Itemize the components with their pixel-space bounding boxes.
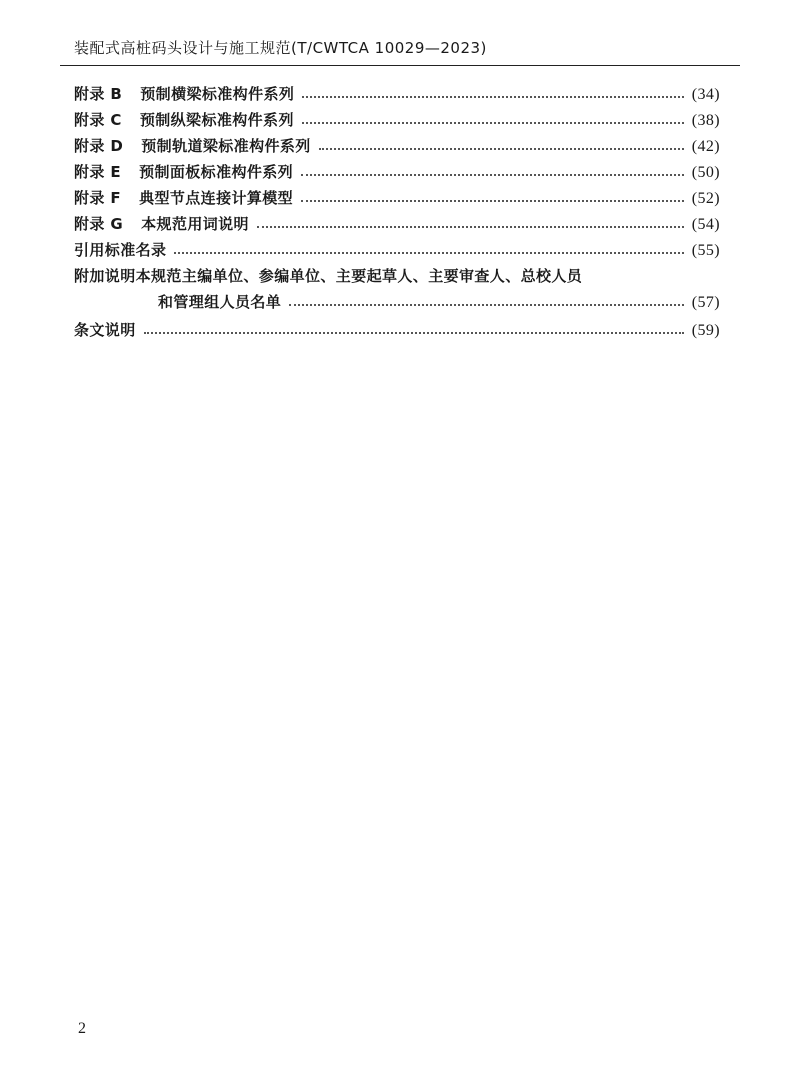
toc-leader-dots <box>174 252 683 254</box>
toc-entry-referenced-standards[interactable] <box>74 238 720 262</box>
toc-entry-additional-notes-continuation[interactable] <box>158 290 720 314</box>
toc-entry-page: (54) <box>691 216 720 233</box>
toc-entry-clause-explanation[interactable] <box>74 318 720 342</box>
toc-entry-prefix: 附录 C <box>74 111 122 129</box>
toc-entry-appendix-b[interactable] <box>74 82 720 106</box>
toc-leader-dots <box>144 332 684 334</box>
toc-entry-title: 典型节点连接计算模型 <box>139 189 294 207</box>
toc-entry-title: 预制面板标准构件系列 <box>139 163 294 181</box>
toc-entry-additional-notes[interactable] <box>74 264 582 288</box>
toc-entry-title-continuation: 和管理组人员名单 <box>158 293 282 311</box>
toc-leader-dots <box>302 96 683 98</box>
toc-entry-prefix: 附录 D <box>74 137 124 155</box>
toc-entry-appendix-f[interactable] <box>74 186 720 210</box>
toc-entry-page: (38) <box>691 112 720 129</box>
toc-entry-page: (42) <box>691 138 720 155</box>
toc-entry-page: (50) <box>691 164 720 181</box>
toc-leader-dots <box>319 148 684 150</box>
toc-entry-appendix-d[interactable] <box>74 134 720 158</box>
toc-entry-page: (59) <box>691 322 720 339</box>
toc-entry-prefix: 附加说明 <box>74 267 136 285</box>
toc-leader-dots <box>289 304 684 306</box>
toc-entry-appendix-e[interactable] <box>74 160 720 184</box>
running-header: 装配式高桩码头设计与施工规范(T/CWTCA 10029—2023) <box>74 39 487 57</box>
page-number: 2 <box>78 1020 86 1037</box>
toc-entry-title: 预制横梁标准构件系列 <box>140 85 295 103</box>
toc-entry-title: 本规范主编单位、参编单位、主要起草人、主要审查人、总校人员 <box>135 267 583 285</box>
toc-entry-page: (52) <box>691 190 720 207</box>
toc-entry-title: 引用标准名录 <box>74 241 167 259</box>
toc-entry-title: 预制轨道梁标准构件系列 <box>141 137 311 155</box>
toc-entry-prefix: 附录 G <box>74 215 124 233</box>
toc-entry-title: 本规范用词说明 <box>141 215 249 233</box>
toc-entry-appendix-c[interactable] <box>74 108 720 132</box>
toc-leader-dots <box>302 122 684 124</box>
toc-entry-title: 预制纵梁标准构件系列 <box>139 111 294 129</box>
toc-entry-appendix-g[interactable] <box>74 212 720 236</box>
toc-entry-title: 条文说明 <box>74 321 136 339</box>
toc-entry-prefix: 附录 B <box>74 85 123 103</box>
toc-entry-prefix: 附录 F <box>74 189 122 207</box>
toc-leader-dots <box>301 200 684 202</box>
toc-entry-page: (55) <box>691 242 720 259</box>
toc-entry-page: (34) <box>691 86 720 103</box>
toc-leader-dots <box>301 174 684 176</box>
toc-leader-dots <box>257 226 684 228</box>
toc-entry-prefix: 附录 E <box>74 163 122 181</box>
toc-entry-page: (57) <box>691 294 720 311</box>
header-rule <box>60 65 740 66</box>
